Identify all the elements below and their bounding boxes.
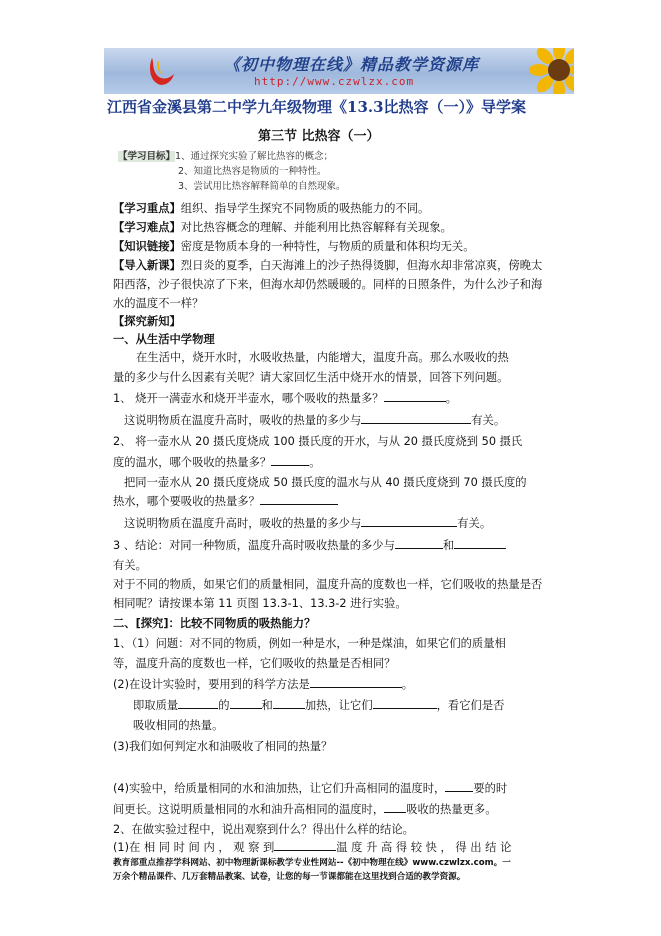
intro-text: 烈日炎的夏季，白天海滩上的沙子热得烫脚，但海水却非常凉爽，傍晚太 <box>180 259 543 272</box>
question-text: (2)在设计实验时，要用到的科学方法是 <box>113 678 310 691</box>
question-text: 和 <box>442 539 455 552</box>
question-text: 和 <box>261 699 273 712</box>
answer-blank[interactable] <box>395 536 443 549</box>
intro-line-2: 阳西落，沙子很快凉了下来，但海水却仍然暖暖的。同样的日照条件，为什么沙子和海 <box>113 278 543 291</box>
part2-question-1: 1、（1）问题：对不同的物质，例如一种是水，一种是煤油，如果它们的质量相 <box>113 637 506 650</box>
goals-label: 【学习目标】 <box>118 151 176 162</box>
question-4: 相同呢？请按课本第 11 页图 13.3-1、13.3-2 进行实验。 <box>113 597 407 610</box>
question-1 <box>113 389 457 408</box>
question-3: 有关。 <box>113 559 147 572</box>
answer-blank[interactable] <box>230 696 262 709</box>
answer-blank[interactable] <box>384 800 406 813</box>
section-title: 第三节 比热容（一） <box>258 129 380 144</box>
page-footer <box>113 856 511 884</box>
question-text: (1)在 相 同 时 间 内 ， 观 察 到 <box>113 841 275 854</box>
question-1-note <box>124 411 505 430</box>
question-text: 。 <box>401 678 414 691</box>
site-logo-icon <box>144 54 178 88</box>
question-text: 1、 烧开一满壶水和烧开半壶水，哪个吸收的热量多？ <box>113 392 384 405</box>
question-text: 有关。 <box>457 517 492 530</box>
answer-blank[interactable] <box>271 453 309 466</box>
part1-paragraph: 在生活中，烧开水时，水吸收热量，内能增大，温度升高。那么水吸收的热 <box>136 351 509 364</box>
question-text: 。 <box>445 392 457 405</box>
goal-item: 3、尝试用比热容解释简单的自然现象。 <box>178 181 346 192</box>
part2-question-6 <box>113 838 511 857</box>
question-2: 把同一壶水从 20 摄氏度烧成 50 摄氏度的温水与从 40 摄氏度烧到 70 摄氏度的 <box>124 476 527 489</box>
banner-url: http://www.czwlzx.com <box>254 75 415 88</box>
answer-blank[interactable] <box>445 779 473 792</box>
part2-question-2 <box>133 696 504 715</box>
answer-blank[interactable] <box>274 838 336 851</box>
header-banner <box>104 48 574 94</box>
part2-question-2 <box>113 675 413 694</box>
part2-question-4 <box>113 779 507 798</box>
answer-blank[interactable] <box>310 675 402 688</box>
footer-line: 万余个精品课件、几万套精品教案、试卷，让您的每一节课都能在这里找到合适的教学资源。 <box>113 872 466 882</box>
footer-line: 教育部重点推荐学科网站、初中物理新课标教学专业性网站--《初中物理在线》www.czwlzx.com。一 <box>113 858 511 868</box>
answer-blank[interactable] <box>454 536 506 549</box>
answer-blank[interactable] <box>260 492 338 505</box>
question-2 <box>113 453 320 472</box>
part1-paragraph: 量的多少与什么因素有关呢？请大家回忆生活中烧开水的情景，回答下列问题。 <box>113 371 509 384</box>
answer-blank[interactable] <box>373 696 437 709</box>
difficulty-text: 对比热容概念的理解、并能利用比热容解释有关现象。 <box>180 221 452 234</box>
question-2 <box>113 492 338 511</box>
goal-item: 1、通过探究实验了解比热容的概念； <box>175 151 334 162</box>
link-label: 【知识链接】 <box>113 240 181 253</box>
part2-question-3: (3)我们如何判定水和油吸收了相同的热量？ <box>113 740 333 753</box>
question-3 <box>113 536 506 555</box>
banner-title: 《初中物理在线》精品教学资源库 <box>224 55 480 74</box>
question-text: 即取质量 <box>133 699 179 712</box>
question-text: 的 <box>218 699 230 712</box>
answer-blank[interactable] <box>361 514 457 527</box>
question-text: 这说明物质在温度升高时，吸收的热量的多少与 <box>124 517 362 530</box>
key-point <box>113 199 429 218</box>
knowledge-link <box>113 237 475 256</box>
part2-question-5: 2、在做实验过程中，说出观察到什么？得出什么样的结论。 <box>113 823 414 836</box>
question-text: 。 <box>309 456 321 469</box>
question-text: (4)实验中，给质量相同的水和油加热，让它们升高相同的温度时， <box>113 782 446 795</box>
answer-blank[interactable] <box>178 696 218 709</box>
key-point-label: 【学习重点】 <box>113 202 181 215</box>
part2-heading: 二、[探究]：比较不同物质的吸热能力？ <box>113 617 316 630</box>
question-text: 要的时 <box>473 782 508 795</box>
intro-line-3: 水的温度不一样？ <box>113 297 204 310</box>
question-text: 温 度 升 高 得 较 快 ， 得 出 结 论 <box>336 841 512 854</box>
explore-label: 【探究新知】 <box>113 315 181 328</box>
part2-question-2: 吸收相同的热量。 <box>133 719 224 732</box>
question-text: 间更长。这说明质量相同的水和油升高相同的温度时， <box>113 803 385 816</box>
question-text: 3 、结论：对同一种物质，温度升高时吸收热量的多少与 <box>113 539 395 552</box>
sunflower-icon <box>529 48 574 94</box>
part1-heading: 一、从生活中学物理 <box>113 333 215 346</box>
question-text: 这说明物质在温度升高时，吸收的热量的多少与 <box>124 414 362 427</box>
question-text: 热水，哪个要吸收的热量多？ <box>113 495 260 508</box>
question-text: 吸收的热量更多。 <box>406 803 497 816</box>
question-text: 有关。 <box>471 414 506 427</box>
question-4: 对于不同的物质，如果它们的质量相同，温度升高的度数也一样，它们吸收的热量是否 <box>113 578 543 591</box>
part2-question-1: 等，温度升高的度数也一样，它们吸收的热量是否相同？ <box>113 657 396 670</box>
question-text: ，看它们是否 <box>436 699 505 712</box>
link-text: 密度是物质本身的一种特性，与物质的质量和体积均无关。 <box>180 240 475 253</box>
intro-line-1 <box>113 256 542 275</box>
learning-goals <box>118 148 346 193</box>
difficulty-label: 【学习难点】 <box>113 221 181 234</box>
question-2-note <box>124 514 491 533</box>
question-text: 加热，让它们 <box>304 699 373 712</box>
intro-label: 【导入新课】 <box>113 259 181 272</box>
answer-blank[interactable] <box>273 696 305 709</box>
question-text: 度的温水，哪个吸收的热量多？ <box>113 456 272 469</box>
goal-item: 2、知道比热容是物质的一种特性。 <box>178 166 327 177</box>
question-2: 2、 将一壶水从 20 摄氏度烧成 100 摄氏度的开水，与从 20 摄氏度烧到 50 摄氏 <box>113 435 523 448</box>
part2-question-4 <box>113 800 497 819</box>
answer-blank[interactable] <box>384 389 446 402</box>
answer-blank[interactable] <box>361 411 471 424</box>
document-title: 江西省金溪县第二中学九年级物理《13.3比热容（一）》导学案 <box>107 98 527 116</box>
difficulty <box>113 218 452 237</box>
key-point-text: 组织、指导学生探究不同物质的吸热能力的不同。 <box>180 202 430 215</box>
